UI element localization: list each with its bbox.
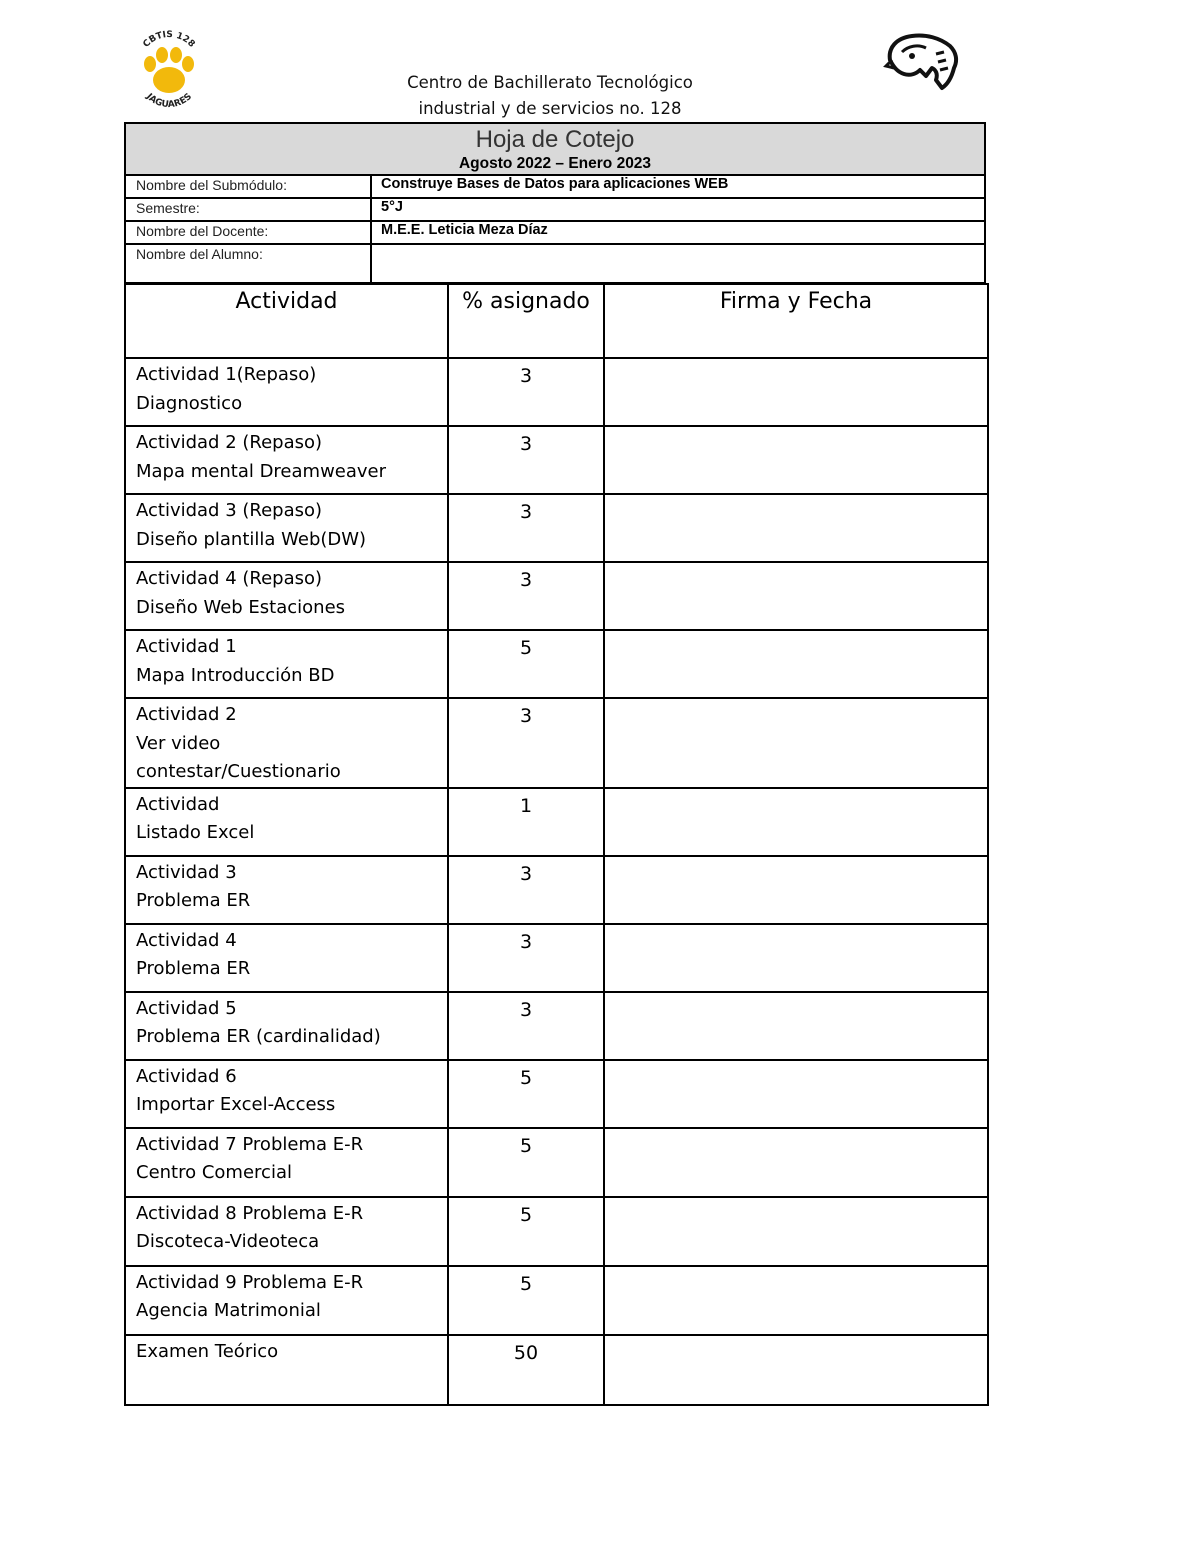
signature-date-cell[interactable] (604, 698, 988, 788)
signature-date-cell[interactable] (604, 494, 988, 562)
field-label: Semestre: (136, 200, 200, 216)
activity-name: Actividad 6 Importar Excel-Access (125, 1060, 448, 1128)
activity-name: Actividad 4 Problema ER (125, 924, 448, 992)
activity-name: Actividad 1 Mapa Introducción BD (125, 630, 448, 698)
column-header-firma: Firma y Fecha (604, 284, 988, 358)
activity-name: Examen Teórico (125, 1335, 448, 1405)
activity-percent: 3 (448, 992, 604, 1060)
table-row (125, 630, 988, 698)
activity-percent: 5 (448, 1128, 604, 1197)
activities-table (124, 283, 989, 1406)
sheet-period: Agosto 2022 – Enero 2023 (458, 155, 652, 172)
field-label: Nombre del Submódulo: (136, 177, 287, 193)
table-row (125, 358, 988, 426)
activity-percent: 3 (448, 426, 604, 494)
jaguar-head-logo (882, 30, 962, 96)
sheet-title-band (126, 124, 984, 176)
field-divider (370, 176, 372, 284)
activity-percent: 5 (448, 1266, 604, 1335)
signature-date-cell[interactable] (604, 856, 988, 924)
signature-date-cell[interactable] (604, 1335, 988, 1405)
sheet-info-box (124, 122, 986, 284)
field-label: Nombre del Docente: (136, 223, 269, 239)
activity-name: Actividad 2 (Repaso) Mapa mental Dreamweaver (125, 426, 448, 494)
field-label: Nombre del Alumno: (136, 246, 263, 262)
logo-arc-text-top: CBTIS 128 (141, 30, 197, 50)
activity-percent: 3 (448, 562, 604, 630)
activity-name: Actividad 1(Repaso) Diagnostico (125, 358, 448, 426)
table-row (125, 1128, 988, 1197)
signature-date-cell[interactable] (604, 358, 988, 426)
table-row (125, 1197, 988, 1266)
table-row (125, 562, 988, 630)
column-header-porcentaje: % asignado (448, 284, 604, 358)
activity-percent: 3 (448, 856, 604, 924)
table-row (125, 1266, 988, 1335)
signature-date-cell[interactable] (604, 992, 988, 1060)
activity-percent: 3 (448, 358, 604, 426)
signature-date-cell[interactable] (604, 1060, 988, 1128)
activity-name: Actividad Listado Excel (125, 788, 448, 856)
field-row-submodulo (126, 176, 984, 199)
table-row (125, 1060, 988, 1128)
signature-date-cell[interactable] (604, 924, 988, 992)
field-value: M.E.E. Leticia Meza Díaz (381, 222, 548, 238)
table-row (125, 426, 988, 494)
activity-percent: 5 (448, 1060, 604, 1128)
activity-name: Actividad 3 (Repaso) Diseño plantilla Web(DW) (125, 494, 448, 562)
activity-percent: 3 (448, 698, 604, 788)
table-row (125, 992, 988, 1060)
activities-table-body (125, 358, 988, 1405)
logo-arc-text-bottom: JAGUARES (144, 91, 194, 110)
column-header-actividad: Actividad (125, 284, 448, 358)
activity-percent: 3 (448, 924, 604, 992)
table-row (125, 698, 988, 788)
activity-percent: 5 (448, 1197, 604, 1266)
activity-percent: 3 (448, 494, 604, 562)
field-value: Construye Bases de Datos para aplicaciones WEB (381, 176, 729, 192)
activity-name: Actividad 5 Problema ER (cardinalidad) (125, 992, 448, 1060)
school-name-line2: industrial y de servicios no. 128 (418, 99, 682, 118)
field-row-semestre (126, 199, 984, 222)
signature-date-cell[interactable] (604, 630, 988, 698)
field-row-alumno (126, 245, 984, 284)
table-row (125, 494, 988, 562)
activity-percent: 50 (448, 1335, 604, 1405)
table-row (125, 788, 988, 856)
table-row (125, 924, 988, 992)
signature-date-cell[interactable] (604, 788, 988, 856)
table-row (125, 1335, 988, 1405)
activity-name: Actividad 3 Problema ER (125, 856, 448, 924)
table-header-row (125, 284, 988, 358)
signature-date-cell[interactable] (604, 1128, 988, 1197)
activity-name: Actividad 7 Problema E-R Centro Comercial (125, 1128, 448, 1197)
activity-name: Actividad 8 Problema E-R Discoteca-Videoteca (125, 1197, 448, 1266)
signature-date-cell[interactable] (604, 1197, 988, 1266)
activity-name: Actividad 4 (Repaso) Diseño Web Estaciones (125, 562, 448, 630)
activity-name: Actividad 2 Ver video contestar/Cuestionario (125, 698, 448, 788)
activity-percent: 1 (448, 788, 604, 856)
table-row (125, 856, 988, 924)
sheet-title: Hoja de Cotejo (475, 126, 635, 153)
signature-date-cell[interactable] (604, 562, 988, 630)
activity-percent: 5 (448, 630, 604, 698)
signature-date-cell[interactable] (604, 1266, 988, 1335)
signature-date-cell[interactable] (604, 426, 988, 494)
field-value: 5°J (381, 199, 403, 215)
school-name-line1: Centro de Bachillerato Tecnológico (407, 73, 693, 92)
activity-name: Actividad 9 Problema E-R Agencia Matrimonial (125, 1266, 448, 1335)
field-row-docente (126, 222, 984, 245)
cbtis-paw-logo (132, 30, 206, 110)
